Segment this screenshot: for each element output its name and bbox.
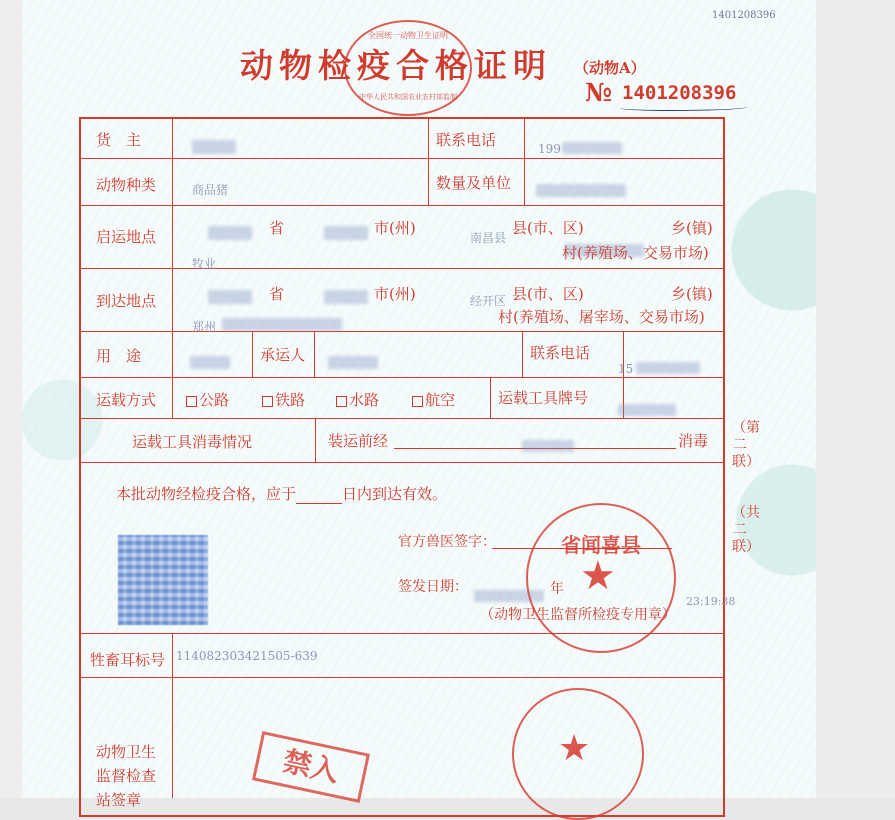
validity-days-blank xyxy=(296,489,342,504)
stamp-top-outer: 中华人民共和国农业农村部监制 xyxy=(359,93,457,101)
certificate-number: 1401208396 xyxy=(622,82,737,104)
transport-label: 运载方式 xyxy=(96,391,157,409)
seal-caption: （动物卫生监督所检疫专用章） xyxy=(480,607,676,623)
redacted-owner xyxy=(192,140,236,154)
checkbox-icon xyxy=(412,396,423,407)
dest-city: 市(州) xyxy=(374,285,416,303)
inspection-seal xyxy=(526,503,676,653)
carrier-phone-label: 联系电话 xyxy=(530,344,591,362)
dest-district-fill: 经开区 xyxy=(470,294,507,308)
origin-city: 市(州) xyxy=(374,219,416,237)
vehicle-label: 运载工具牌号 xyxy=(498,389,589,407)
transport-rail[interactable] xyxy=(262,389,305,410)
dest-county: 县(市、区) xyxy=(512,285,584,303)
dest-company-fill: 郑州 xyxy=(192,320,217,334)
transport-road[interactable] xyxy=(186,389,229,410)
dest-province: 省 xyxy=(269,285,285,303)
redacted-disinfect xyxy=(522,440,574,452)
transport-air-text: 航空 xyxy=(425,391,456,409)
checkbox-icon xyxy=(186,396,197,407)
star-icon: ★ xyxy=(558,728,591,769)
ear-tag-value: 114082303421505-639 xyxy=(176,649,318,663)
transport-road-text: 公路 xyxy=(199,391,230,409)
redacted-vehicle xyxy=(618,404,676,416)
transport-air[interactable] xyxy=(412,389,455,410)
row-divider xyxy=(79,331,725,332)
rect-stamp: 禁入 xyxy=(252,731,370,803)
side-copy-label: （第二联） xyxy=(732,420,760,470)
row-divider xyxy=(79,377,725,378)
certificate-page xyxy=(22,0,816,809)
redacted-phone xyxy=(562,142,622,154)
origin-township: 乡(镇) xyxy=(671,219,713,237)
usage-label: 用 途 xyxy=(96,347,142,365)
redacted-origin-province xyxy=(208,226,252,240)
origin-label: 启运地点 xyxy=(96,228,157,246)
issue-date-year: 年 xyxy=(550,581,564,597)
side-total-label: （共二联） xyxy=(732,505,760,555)
supervision-seal xyxy=(512,688,644,820)
row-divider xyxy=(79,158,725,159)
checkbox-icon xyxy=(336,396,347,407)
col-divider xyxy=(172,377,173,418)
redacted-carrier-phone xyxy=(636,362,700,374)
supervision-label-2: 监督检查 xyxy=(96,767,157,785)
col-divider xyxy=(524,117,525,205)
col-divider xyxy=(490,377,491,418)
redacted-dest-province xyxy=(208,290,252,304)
viewer-right-gutter[interactable] xyxy=(816,0,895,798)
qr-code xyxy=(118,535,208,625)
viewer-left-gutter xyxy=(0,0,22,798)
phone-label: 联系电话 xyxy=(436,131,497,149)
redacted-origin-city xyxy=(324,226,368,240)
origin-farm-fill: 牧业 xyxy=(192,257,217,271)
redacted-carrier xyxy=(328,356,378,369)
ear-tag-label: 牲畜耳标号 xyxy=(90,651,166,669)
col-divider xyxy=(314,331,315,377)
issue-date-label: 签发日期： xyxy=(398,579,468,595)
row-divider xyxy=(79,462,725,463)
col-divider xyxy=(522,331,523,377)
handwritten-underline xyxy=(620,104,748,111)
issue-time: 23:19:38 xyxy=(686,595,736,608)
carrier-label: 承运人 xyxy=(260,346,306,364)
col-divider xyxy=(252,331,253,377)
transport-rail-text: 铁路 xyxy=(275,391,306,409)
redacted-dest-company xyxy=(222,318,342,331)
vet-sign-label: 官方兽医签字： xyxy=(398,534,496,550)
redacted-quantity xyxy=(536,184,626,197)
transport-water-text: 水路 xyxy=(349,391,380,409)
serial-small: 1401208396 xyxy=(712,10,776,21)
dest-village: 村(养殖场、屠宰场、交易市场) xyxy=(498,308,705,326)
row-divider xyxy=(79,268,725,269)
origin-village: 村(养殖场、交易市场) xyxy=(562,244,709,262)
disinfect-label: 运载工具消毒情况 xyxy=(132,433,253,451)
phone-value: 199 xyxy=(538,142,561,156)
disinfect-before: 装运前经 xyxy=(328,432,389,450)
redacted-usage xyxy=(190,356,230,369)
species-label: 动物种类 xyxy=(96,176,157,194)
redacted-dest-city xyxy=(324,290,368,304)
certificate-title: 动物检疫合格证明 xyxy=(240,46,552,85)
carrier-phone-value: 15 xyxy=(618,362,634,376)
row-divider xyxy=(79,205,725,206)
star-icon: ★ xyxy=(580,553,616,599)
row-divider xyxy=(79,418,725,419)
origin-province: 省 xyxy=(269,219,285,237)
certificate-title-suffix: （动物A） xyxy=(574,59,646,77)
transport-water[interactable] xyxy=(336,389,379,410)
col-divider xyxy=(172,117,173,377)
origin-county: 县(市、区) xyxy=(512,219,584,237)
row-divider xyxy=(79,677,725,678)
col-divider xyxy=(428,117,429,205)
seal-text: 省闻喜县 xyxy=(561,533,641,557)
species-value: 商品猪 xyxy=(192,183,229,197)
checkbox-icon xyxy=(262,396,273,407)
supervision-label-3: 站签章 xyxy=(96,791,142,809)
dest-township: 乡(镇) xyxy=(671,285,713,303)
disinfect-after: 消毒 xyxy=(678,432,709,450)
stamp-top-inner: 全国统一动物卫生证明 xyxy=(368,31,448,40)
validity-before: 本批动物经检疫合格，应于 xyxy=(116,485,297,503)
owner-label: 货 主 xyxy=(96,131,142,149)
destination-label: 到达地点 xyxy=(96,292,157,310)
validity-text xyxy=(116,483,447,504)
col-divider xyxy=(315,418,316,462)
quantity-label: 数量及单位 xyxy=(436,174,512,192)
validity-after: 日内到达有效。 xyxy=(342,485,448,503)
supervision-label-1: 动物卫生 xyxy=(96,743,157,761)
number-prefix: № xyxy=(585,78,613,107)
col-divider xyxy=(172,633,173,798)
origin-county-fill: 南昌县 xyxy=(470,231,507,245)
